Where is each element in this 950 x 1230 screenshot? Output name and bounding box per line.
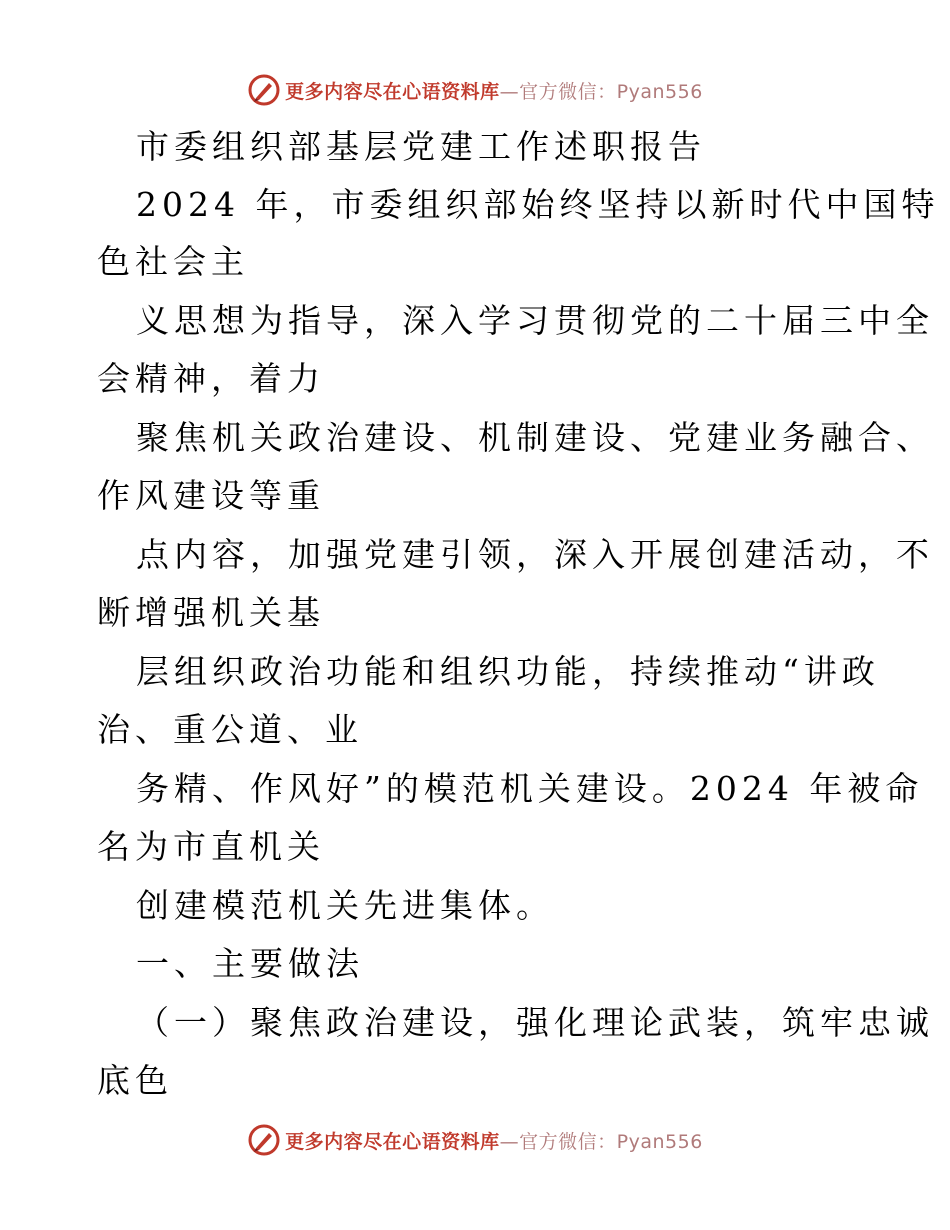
paragraph-line: 务精、作风好”的模范机关建设。2024 年被命 <box>136 769 924 808</box>
paragraph-line: 创建模范机关先进集体。 <box>136 886 554 925</box>
watermark-wechat-text: —官方微信：Pyan556 <box>499 1130 703 1153</box>
paragraph-line: 名为市直机关 <box>97 827 325 866</box>
paragraph-line: 点内容，加强党建引领，深入开展创建活动，不 <box>136 535 934 574</box>
section-heading: 一、主要做法 <box>136 944 364 983</box>
subsection-heading-continued: 底色 <box>97 1061 173 1100</box>
paragraph-line: 义思想为指导，深入学习贯彻党的二十届三中全 <box>136 301 934 340</box>
paragraph-line: 聚焦机关政治建设、机制建设、党建业务融合、 <box>136 418 934 457</box>
pen-logo-icon <box>247 1123 281 1157</box>
document-title: 市委组织部基层党建工作述职报告 <box>136 127 706 166</box>
paragraph-line: 2024 年，市委组织部始终坚持以新时代中国特 <box>136 185 940 224</box>
paragraph-line: 作风建设等重 <box>97 476 325 515</box>
paragraph-line: 治、重公道、业 <box>97 710 363 749</box>
paragraph-line: 会精神，着力 <box>97 359 325 398</box>
paragraph-line: 色社会主 <box>97 242 249 281</box>
pen-logo-icon <box>247 73 281 107</box>
watermark-brand-text: 更多内容尽在心语资料库 <box>285 1130 500 1153</box>
header-watermark <box>0 70 950 110</box>
watermark-brand-text: 更多内容尽在心语资料库 <box>285 80 500 103</box>
paragraph-line: 断增强机关基 <box>97 593 325 632</box>
subsection-heading: （一）聚焦政治建设，强化理论武装，筑牢忠诚 <box>136 1003 934 1042</box>
watermark-wechat-text: —官方微信：Pyan556 <box>499 80 703 103</box>
paragraph-line: 层组织政治功能和组织功能，持续推动“讲政 <box>136 652 880 691</box>
footer-watermark <box>0 1120 950 1160</box>
